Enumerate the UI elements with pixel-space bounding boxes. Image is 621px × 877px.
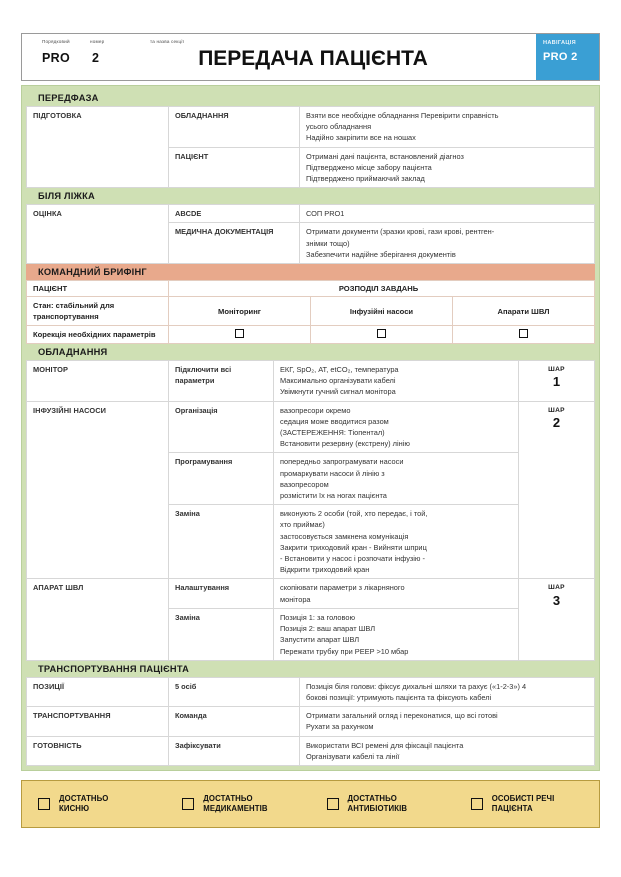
protocol-prefix: PRO bbox=[42, 51, 70, 65]
band-equipment: ОБЛАДНАННЯ bbox=[26, 344, 595, 360]
text-line: АНТИБІОТИКІВ bbox=[347, 804, 408, 813]
subrow-label-pump-exchange: Заміна bbox=[169, 505, 274, 579]
subrow-body-pump-exchange bbox=[274, 505, 519, 579]
row-label-infusion-pumps: ІНФУЗІЙНІ НАСОСИ bbox=[27, 401, 169, 579]
text-line: Увімкнути гучний сигнал монітора bbox=[280, 387, 396, 397]
subrow-body-organization bbox=[274, 401, 519, 453]
footer-item-oxygen[interactable] bbox=[22, 794, 166, 815]
text-line: Запустити апарат ШВЛ bbox=[280, 635, 360, 645]
text-line: Надійно закріпити все на ношах bbox=[306, 133, 416, 143]
subrow-label-five-people: 5 осіб bbox=[169, 677, 300, 706]
band-transport: ТРАНСПОРТУВАННЯ ПАЦІЄНТА bbox=[26, 661, 595, 677]
protocol-body bbox=[21, 85, 600, 771]
row-label-positions: ПОЗИЦІЇ bbox=[27, 677, 169, 706]
text-line: Підтверджено місце забору пацієнта bbox=[306, 162, 432, 172]
briefing-checkbox-cell-pumps[interactable] bbox=[311, 326, 453, 344]
footer-item-label bbox=[203, 794, 267, 815]
text-line: Забезпечити надійне зберігання документів bbox=[306, 249, 456, 259]
text-line: Отримати документи (зразки крові, гази крові, рентген- bbox=[306, 227, 495, 237]
footer-item-antibiotics[interactable] bbox=[311, 794, 455, 815]
footer-item-label bbox=[348, 794, 408, 815]
text-line: знімки тощо) bbox=[306, 238, 350, 248]
table-prephase bbox=[26, 106, 595, 188]
subrow-label-secure: Зафіксувати bbox=[169, 736, 300, 765]
table-transport bbox=[26, 677, 595, 766]
subrow-body-readiness bbox=[300, 736, 595, 765]
footer-item-label bbox=[492, 794, 555, 815]
table-row bbox=[27, 107, 595, 148]
text-line: монітора bbox=[280, 594, 311, 604]
checkbox-icon[interactable] bbox=[38, 798, 50, 810]
table-row bbox=[27, 361, 595, 402]
subrow-body-abcde bbox=[300, 205, 595, 223]
text-line: Відкрити триходовий кран bbox=[280, 565, 370, 575]
row-label-ventilator: АПАРАТ ШВЛ bbox=[27, 579, 169, 660]
text-line: попередньо запрограмувати насоси bbox=[280, 457, 404, 467]
text-line: бокові позиції: утримують пацієнта та фіксують кабелі bbox=[306, 692, 492, 702]
briefing-row-label-stable: Стан: стабільний для транспортування bbox=[27, 297, 169, 326]
text-line: МЕДИКАМЕНТІВ bbox=[203, 804, 268, 813]
footer-item-label bbox=[59, 794, 108, 815]
text-line: седация може вводитися разом bbox=[280, 416, 389, 426]
subrow-body-connect-params bbox=[274, 361, 519, 402]
supplies-checklist-footer bbox=[21, 780, 600, 828]
table-row bbox=[27, 326, 595, 344]
table-row bbox=[27, 579, 595, 608]
navigation-code: PRO 2 bbox=[543, 51, 578, 63]
protocol-number: 2 bbox=[92, 51, 99, 65]
subrow-body-transport bbox=[300, 707, 595, 736]
text-line: ДОСТАТНЬО bbox=[347, 793, 397, 803]
text-line: Підтверджено приймаючий заклад bbox=[306, 174, 425, 184]
text-line: усього обладнання bbox=[306, 122, 372, 132]
subrow-label-connect-params: Підключити всі параметри bbox=[169, 361, 274, 402]
table-row bbox=[27, 677, 595, 706]
text-line: КИСНЮ bbox=[59, 804, 90, 813]
band-prephase: ПЕРЕДФАЗА bbox=[26, 90, 595, 106]
text-line: Максимально організувати кабелі bbox=[280, 376, 396, 386]
meta-label-section: та назва секції bbox=[150, 39, 185, 44]
layer-number: 2 bbox=[552, 414, 561, 430]
footer-item-medication[interactable] bbox=[166, 794, 310, 815]
page-title: ПЕРЕДАЧА ПАЦІЄНТА bbox=[198, 47, 428, 70]
band-team-briefing: КОМАНДНИЙ БРИФІНГ bbox=[26, 264, 595, 280]
layer-number: 3 bbox=[552, 592, 561, 608]
row-label-monitor: МОНІТОР bbox=[27, 361, 169, 402]
meta-label-number: номер bbox=[90, 39, 105, 44]
text-line: Організувати кабелі та лінії bbox=[306, 751, 400, 761]
subrow-label-equipment: ОБЛАДНАННЯ bbox=[169, 107, 300, 148]
subrow-body-programming bbox=[274, 453, 519, 505]
text-line: ЕКГ, SpO₂, АТ, etCO₂, температура bbox=[280, 365, 399, 375]
table-row bbox=[27, 205, 595, 223]
text-line: розмістити їх на ногах пацієнта bbox=[280, 491, 387, 501]
briefing-head-tasks: РОЗПОДІЛ ЗАВДАНЬ bbox=[169, 281, 595, 297]
subrow-label-team: Команда bbox=[169, 707, 300, 736]
layer-word: ШАР bbox=[548, 366, 565, 374]
text-line: ДОСТАТНЬО bbox=[203, 793, 253, 803]
text-line: промаркувати насоси й лінію з bbox=[280, 468, 385, 478]
navigation-label: НАВІГАЦІЯ bbox=[543, 40, 576, 46]
text-line: ОСОБИСТІ РЕЧІ bbox=[491, 793, 555, 803]
checkbox-icon[interactable] bbox=[235, 329, 244, 338]
text-line: Отримати загальний огляд і переконатися, що всі готові bbox=[306, 711, 498, 721]
footer-item-personal-belongings[interactable] bbox=[455, 794, 599, 815]
briefing-column-pumps: Інфузійні насоси bbox=[311, 297, 453, 326]
row-label-readiness: ГОТОВНІСТЬ bbox=[27, 736, 169, 765]
band-bedside: БІЛЯ ЛІЖКА bbox=[26, 188, 595, 204]
briefing-column-monitoring: Моніторинг bbox=[169, 297, 311, 326]
navigation-box[interactable] bbox=[536, 34, 599, 80]
text-line: ПАЦІЄНТА bbox=[491, 804, 533, 813]
table-row bbox=[27, 281, 595, 297]
text-line: хто приймає) bbox=[280, 520, 325, 530]
table-equipment bbox=[26, 360, 595, 661]
briefing-head-patient: ПАЦІЄНТ bbox=[27, 281, 169, 297]
subrow-label-organization: Організація bbox=[169, 401, 274, 453]
text-line: Рухати за рахунком bbox=[306, 722, 374, 732]
text-line: Отримані дані пацієнта, встановлений діагноз bbox=[306, 151, 464, 161]
layer-word: ШАР bbox=[548, 406, 565, 414]
text-line: Пережати трубку при PEEP >10 мбар bbox=[280, 646, 409, 656]
table-row bbox=[27, 707, 595, 736]
briefing-checkbox-cell-monitoring[interactable] bbox=[169, 326, 311, 344]
text-line: Використати ВСІ ремені для фіксації пацієнта bbox=[306, 740, 464, 750]
text-line: СОП PRO1 bbox=[306, 209, 345, 219]
subrow-label-vent-exchange: Заміна bbox=[169, 608, 274, 660]
text-line: Позиція біля голови: фіксує дихальні шляхи та рахує («1-2-3») 4 bbox=[306, 681, 527, 691]
table-row bbox=[27, 401, 595, 453]
text-line: (ЗАСТЕРЕЖЕННЯ: Тіопентал) bbox=[280, 428, 385, 438]
text-line: Закрити триходовий кран - Вийняти шприц bbox=[280, 542, 427, 552]
row-label-transport: ТРАНСПОРТУВАННЯ bbox=[27, 707, 169, 736]
text-line: вазопресором bbox=[280, 479, 329, 489]
text-line: ДОСТАТНЬО bbox=[59, 793, 109, 803]
text-line: Позиція 2: ваш апарат ШВЛ bbox=[280, 624, 376, 634]
subrow-label-vent-settings: Налаштування bbox=[169, 579, 274, 608]
text-line: вазопресори окремо bbox=[280, 405, 351, 415]
text-line: виконують 2 особи (той, хто передає, і той, bbox=[280, 509, 428, 519]
table-bedside bbox=[26, 204, 595, 264]
subrow-body-vent-settings bbox=[274, 579, 519, 608]
meta-label-order: Порядковий bbox=[42, 39, 70, 44]
subrow-label-programming: Програмування bbox=[169, 453, 274, 505]
checkbox-icon[interactable] bbox=[327, 798, 339, 810]
text-line: Взяти все необхідне обладнання Перевірити справність bbox=[306, 111, 499, 120]
subrow-body-patient bbox=[300, 147, 595, 188]
checkbox-icon[interactable] bbox=[182, 798, 194, 810]
checkbox-icon[interactable] bbox=[471, 798, 483, 810]
checkbox-icon[interactable] bbox=[377, 329, 386, 338]
subrow-body-positions bbox=[300, 677, 595, 706]
subrow-label-documentation: МЕДИЧНА ДОКУМЕНТАЦІЯ bbox=[169, 223, 300, 264]
subrow-body-documentation bbox=[300, 223, 595, 264]
text-line: скопіювати параметри з лікарняного bbox=[280, 583, 405, 593]
table-row bbox=[27, 297, 595, 326]
text-line: застосовується замкнена комунікація bbox=[280, 531, 409, 541]
briefing-checkbox-cell-ventilators[interactable] bbox=[453, 326, 595, 344]
table-briefing bbox=[26, 280, 595, 344]
subrow-label-patient: ПАЦІЄНТ bbox=[169, 147, 300, 188]
subrow-label-abcde: ABCDE bbox=[169, 205, 300, 223]
layer-number: 1 bbox=[552, 374, 561, 390]
layer-badge-2 bbox=[519, 401, 595, 579]
briefing-row-label-correction: Корекція необхідних параметрів bbox=[27, 326, 169, 344]
checkbox-icon[interactable] bbox=[519, 329, 528, 338]
row-label-preparation: ПІДГОТОВКА bbox=[27, 107, 169, 188]
table-row bbox=[27, 736, 595, 765]
row-label-assessment: ОЦІНКА bbox=[27, 205, 169, 264]
subrow-body-equipment bbox=[300, 107, 595, 148]
page-header bbox=[21, 33, 600, 81]
subrow-body-vent-exchange bbox=[274, 608, 519, 660]
text-line: Встановити резервну (екстрену) лінію bbox=[280, 439, 410, 449]
layer-word: ШАР bbox=[548, 584, 565, 592]
text-line: - Встановити у насос і розпочати інфузію - bbox=[280, 554, 425, 564]
text-line: Позиція 1: за головою bbox=[280, 612, 356, 622]
layer-badge-1 bbox=[519, 361, 595, 402]
layer-badge-3 bbox=[519, 579, 595, 660]
briefing-column-ventilators: Апарати ШВЛ bbox=[453, 297, 595, 326]
